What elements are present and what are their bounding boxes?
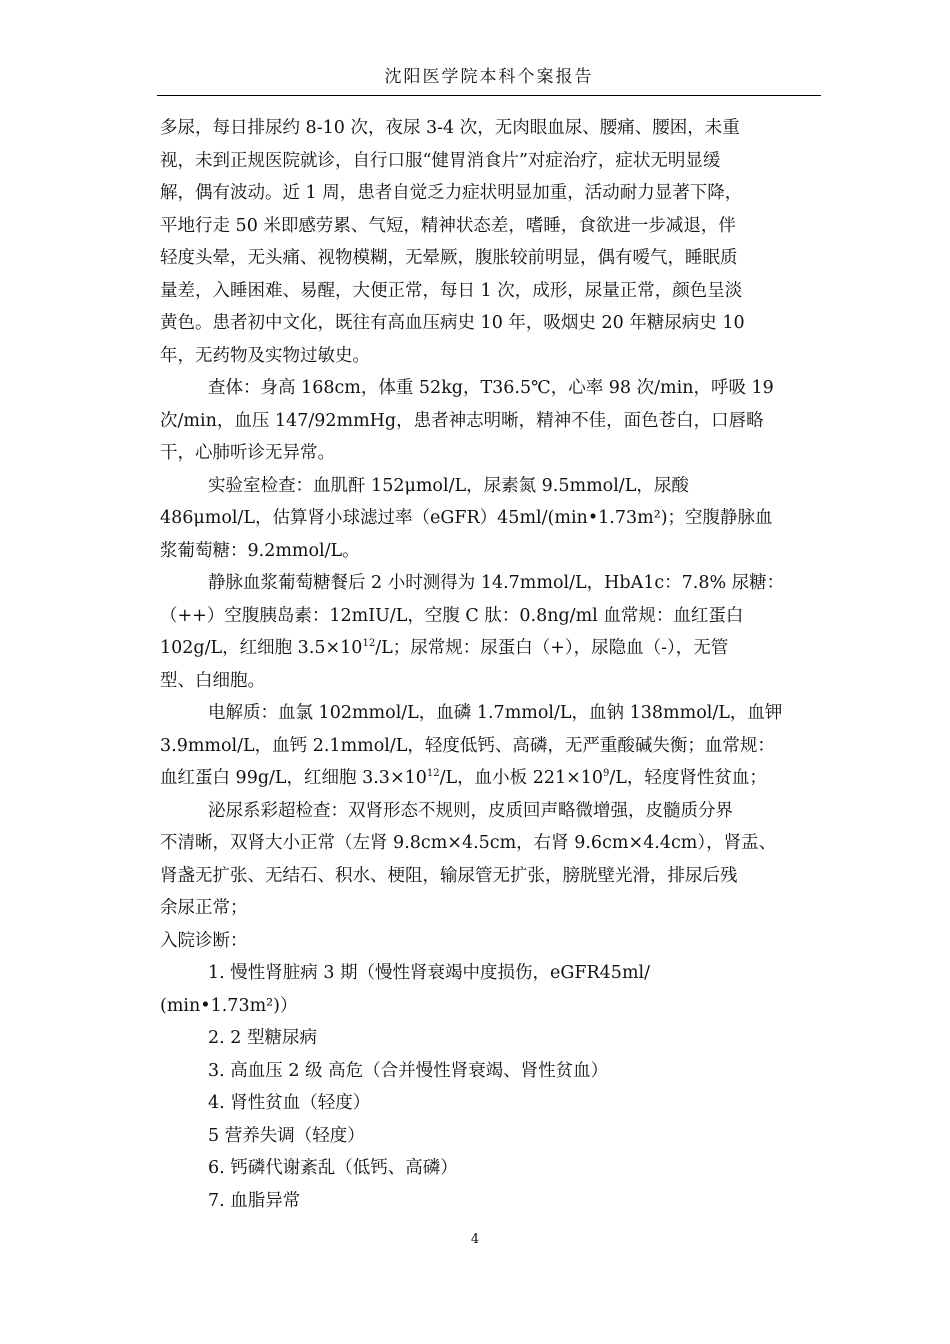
physical-exam-line: 干，心肺听诊无异常。 xyxy=(160,443,335,463)
diagnosis-item: 5 营养失调（轻度） xyxy=(208,1125,365,1146)
header-divider xyxy=(157,95,821,96)
history-line: 解，偶有波动。近 1 周，患者自觉乏力症状明显加重，活动耐力显著下降， xyxy=(160,183,743,203)
electrolytes-text: /L，轻度肾性贫血； xyxy=(609,768,767,788)
diagnosis-item: 3. 高血压 2 级 高危（合并慢性肾衰竭、肾性贫血） xyxy=(208,1060,609,1081)
ultrasound-line: 泌尿系彩超检查：双肾形态不规则，皮质回声略微增强，皮髓质分界 xyxy=(208,800,733,821)
diagnosis-item: 7. 血脂异常 xyxy=(208,1190,301,1211)
exponent: 9 xyxy=(603,768,610,779)
glucose-exam-line: 型、白细胞。 xyxy=(160,670,265,691)
history-line: 量差，入睡困难、易醒，大便正常，每日 1 次，成形，尿量正常，颜色呈淡 xyxy=(160,280,743,301)
history-line: 轻度头晕，无头痛、视物模糊，无晕厥，腹胀较前明显，偶有嗳气，睡眠质 xyxy=(160,248,738,268)
diagnosis-item: 2. 2 型糖尿病 xyxy=(208,1028,317,1048)
lab-exam-line: 浆葡萄糖：9.2mmol/L。 xyxy=(160,540,360,561)
exponent: 12 xyxy=(362,638,376,649)
glucose-exam-line xyxy=(160,632,796,665)
diagnosis-item: 1. 慢性肾脏病 3 期（慢性肾衰竭中度损伤，eGFR45ml/ xyxy=(208,963,651,983)
page-number: 4 xyxy=(470,1232,480,1247)
history-line: 年，无药物及实物过敏史。 xyxy=(160,345,370,366)
lab-exam-line: 486μmol/L，估算肾小球滤过率（eGFR）45ml/(min•1.73m²)；空腹静脉血 xyxy=(160,508,773,528)
electrolytes-paragraph xyxy=(160,697,796,795)
physical-exam-line: 查体：身高 168cm，体重 52kg，T36.5℃，心率 98 次/min，呼吸 19 xyxy=(208,378,774,398)
history-paragraph xyxy=(160,112,796,372)
electrolytes-line xyxy=(160,762,796,795)
glucose-exam-text: /L；尿常规：尿蛋白（+），尿隐血（-），无管 xyxy=(375,638,729,658)
electrolytes-line: 3.9mmol/L，血钙 2.1mmol/L，轻度低钙、高磷，无严重酸碱失衡；血常规： xyxy=(160,735,775,756)
history-line: 视，未到正规医院就诊，自行口服“健胃消食片”对症治疗，症状无明显缓 xyxy=(160,150,721,171)
page-header-title: 沈阳医学院本科个案报告 xyxy=(384,67,594,87)
lab-exam-line: 实验室检查：血肌酐 152μmol/L，尿素氮 9.5mmol/L，尿酸 xyxy=(208,475,689,496)
ultrasound-line: 肾盏无扩张、无结石、积水、梗阻，输尿管无扩张，膀胱壁光滑，排尿后残 xyxy=(160,865,738,886)
ultrasound-line: 余尿正常； xyxy=(160,898,248,918)
history-line: 黄色。患者初中文化，既往有高血压病史 10 年，吸烟史 20 年糖尿病史 10 xyxy=(160,313,745,333)
physical-exam-line: 次/min，血压 147/92mmHg，患者神志明晰，精神不佳，面色苍白，口唇略 xyxy=(160,410,764,431)
lab-exam-paragraph xyxy=(160,470,796,568)
report-body xyxy=(160,112,796,1217)
diagnosis-section xyxy=(160,925,796,1218)
diagnosis-item-continuation: (min•1.73m²)） xyxy=(160,995,298,1016)
diagnosis-item: 6. 钙磷代谢紊乱（低钙、高磷） xyxy=(208,1158,458,1178)
ultrasound-paragraph xyxy=(160,795,796,925)
exponent: 12 xyxy=(426,768,440,779)
glucose-exam-paragraph xyxy=(160,567,796,697)
diagnosis-item: 4. 肾性贫血（轻度） xyxy=(208,1093,371,1113)
electrolytes-line: 电解质：血氯 102mmol/L，血磷 1.7mmol/L，血钠 138mmol/L，血钾 xyxy=(208,703,783,723)
history-line: 多尿，每日排尿约 8-10 次，夜尿 3-4 次，无肉眼血尿、腰痛、腰困，未重 xyxy=(160,118,740,138)
diagnosis-heading: 入院诊断： xyxy=(160,930,248,951)
ultrasound-line: 不清晰，双肾大小正常（左肾 9.8cm×4.5cm，右肾 9.6cm×4.4cm），肾盂、 xyxy=(160,833,777,853)
physical-exam-paragraph xyxy=(160,372,796,470)
history-line: 平地行走 50 米即感劳累、气短，精神状态差，嗜睡，食欲进一步减退，伴 xyxy=(160,215,736,236)
glucose-exam-line: （++）空腹胰岛素：12mIU/L，空腹 C 肽：0.8ng/ml 血常规：血红蛋白 xyxy=(160,605,744,626)
glucose-exam-line: 静脉血浆葡萄糖餐后 2 小时测得为 14.7mmol/L，HbA1c：7.8% 尿糖： xyxy=(208,573,785,593)
electrolytes-text: /L，血小板 221×10 xyxy=(439,768,604,788)
electrolytes-text: 血红蛋白 99g/L，红细胞 3.3×10 xyxy=(160,768,427,788)
glucose-exam-text: 102g/L，红细胞 3.5×10 xyxy=(160,638,363,658)
